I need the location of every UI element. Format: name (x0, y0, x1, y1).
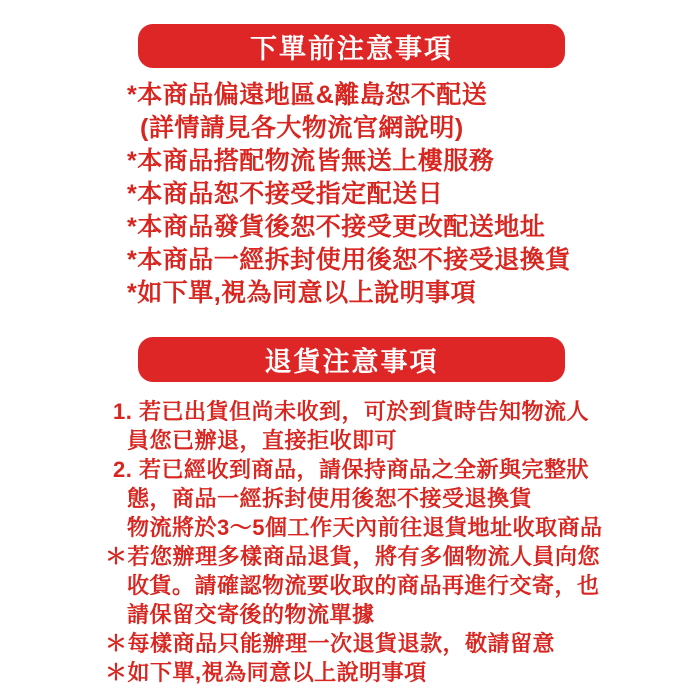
pre-order-banner-title: 下單前注意事項 (250, 33, 453, 64)
pre-order-note-line: *如下單,視為同意以上說明事項 (127, 279, 477, 307)
pre-order-banner (138, 24, 565, 68)
return-policy-banner-title: 退貨注意事項 (264, 347, 439, 377)
return-note-line: 收貨。請確認物流要收取的商品再進行交寄，也 (127, 573, 600, 598)
return-note-line: ＊如下單,視為同意以上說明事項 (105, 660, 427, 685)
pre-order-note-line: *本商品恕不接受指定配送日 (127, 180, 444, 208)
return-policy-banner (138, 337, 565, 382)
return-policy-notes (105, 397, 602, 687)
pre-order-note-line: *本商品發貨後恕不接受更改配送地址 (127, 213, 546, 241)
pre-order-note-line: *本商品偏遠地區&離島恕不配送 (127, 81, 488, 109)
return-note-line: 1. 若已出貨但尚未收到，可於到貨時告知物流人 (113, 399, 589, 424)
return-note-line: 物流將於3～5個工作天內前往退貨地址收取商品 (127, 515, 603, 540)
pre-order-note-line: (詳情請見各大物流官網說明) (140, 114, 464, 142)
return-note-line: 員您已辦退，直接拒收即可 (127, 428, 398, 453)
return-note-line: 態，商品一經拆封使用後恕不接受退換貨 (127, 486, 533, 511)
pre-order-notes (127, 79, 571, 310)
return-note-line: 2. 若已經收到商品，請保持商品之全新與完整狀 (113, 457, 589, 482)
return-note-line: ＊每樣商品只能辦理一次退貨退款，敬請留意 (105, 631, 556, 656)
return-note-line: 請保留交寄後的物流單據 (127, 602, 375, 627)
pre-order-note-line: *本商品一經拆封使用後恕不接受退換貨 (127, 246, 571, 274)
pre-order-note-line: *本商品搭配物流皆無送上樓服務 (127, 147, 495, 175)
return-note-line: ＊若您辦理多樣商品退貨，將有多個物流人員向您 (105, 544, 601, 569)
